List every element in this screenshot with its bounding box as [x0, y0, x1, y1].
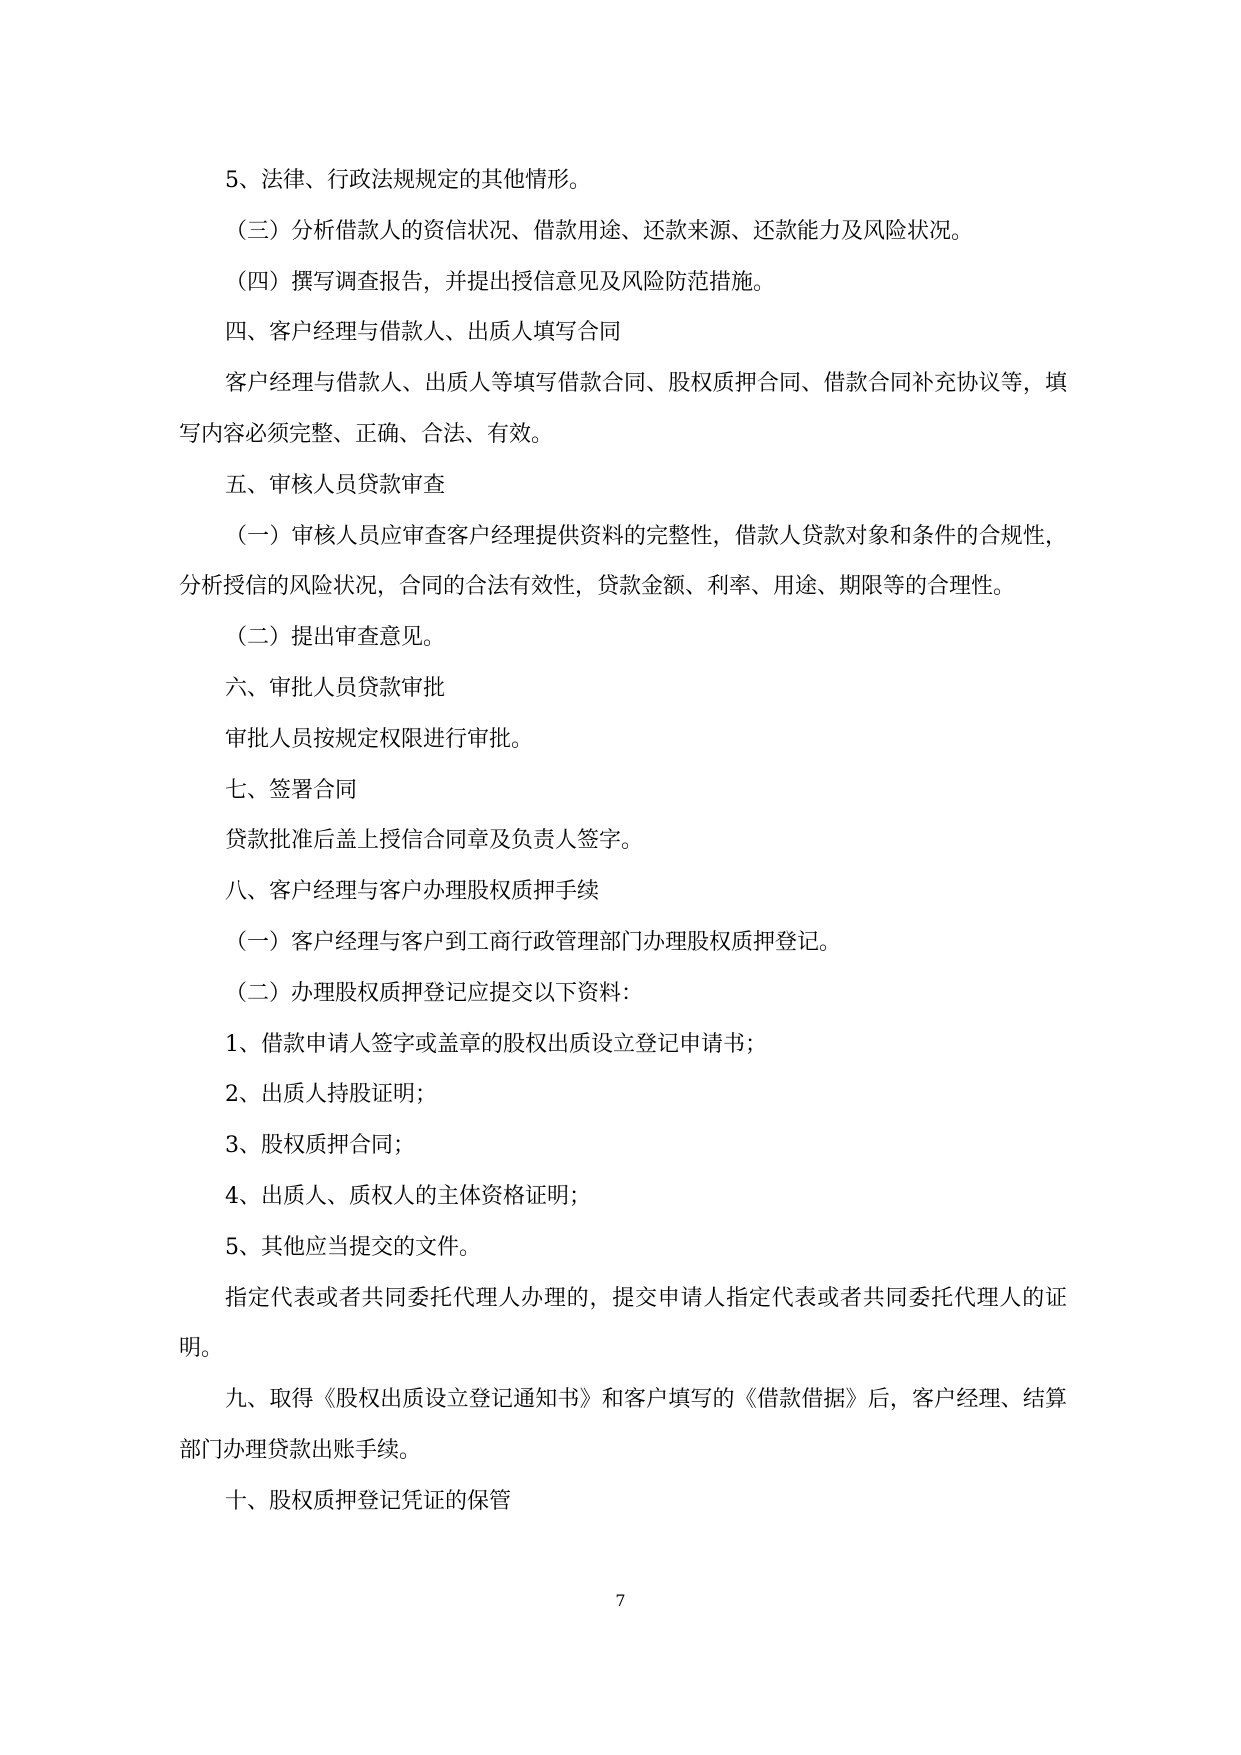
list-item: 1、借款申请人签字或盖章的股权出质设立登记申请书；	[225, 1031, 767, 1057]
section-heading: 八、客户经理与客户办理股权质押手续	[225, 879, 600, 905]
list-item: 4、出质人、质权人的主体资格证明；	[225, 1183, 591, 1209]
paragraph: 5、法律、行政法规规定的其他情形。	[225, 168, 591, 193]
paragraph: （三）分析借款人的资信状况、借款用途、还款来源、还款能力及风险状况。	[225, 218, 974, 244]
paragraph: （四）撰写调查报告，并提出授信意见及风险防范措施。	[225, 269, 776, 295]
paragraph: 客户经理与借款人、出质人等填写借款合同、股权质押合同、借款合同补充协议等，填写内容必须完整、正确、合法、有效。	[179, 371, 1067, 447]
section-heading: 十、股权质押登记凭证的保管	[225, 1488, 512, 1514]
paragraph: 贷款批准后盖上授信合同章及负责人签字。	[225, 828, 644, 854]
page-number: 7	[615, 1591, 626, 1610]
section-heading: 九、取得《股权出质设立登记通知书》和客户填写的《借款借据》后，客户经理、结算部门办理贷款出账手续。	[179, 1387, 1067, 1463]
section-heading: 五、审核人员贷款审查	[225, 472, 446, 498]
list-item: 5、其他应当提交的文件。	[225, 1234, 481, 1260]
list-item: 2、出质人持股证明；	[225, 1082, 437, 1108]
paragraph: 审批人员按规定权限进行审批。	[225, 726, 534, 752]
document-body	[179, 156, 1067, 1528]
section-heading: 六、审批人员贷款审批	[225, 675, 446, 701]
paragraph: （二）提出审查意见。	[225, 625, 446, 651]
list-item: 3、股权质押合同；	[225, 1133, 415, 1159]
section-heading: 七、签署合同	[225, 777, 358, 803]
paragraph: （二）办理股权质押登记应提交以下资料：	[225, 980, 644, 1006]
section-heading: 四、客户经理与借款人、出质人填写合同	[225, 320, 622, 346]
paragraph: （一）审核人员应审查客户经理提供资料的完整性，借款人贷款对象和条件的合规性，分析授信的风险状况，合同的合法有效性，贷款金额、利率、用途、期限等的合理性。	[179, 523, 1067, 600]
paragraph: 指定代表或者共同委托代理人办理的，提交申请人指定代表或者共同委托代理人的证明。	[179, 1285, 1067, 1362]
paragraph: （一）客户经理与客户到工商行政管理部门办理股权质押登记。	[225, 929, 842, 955]
